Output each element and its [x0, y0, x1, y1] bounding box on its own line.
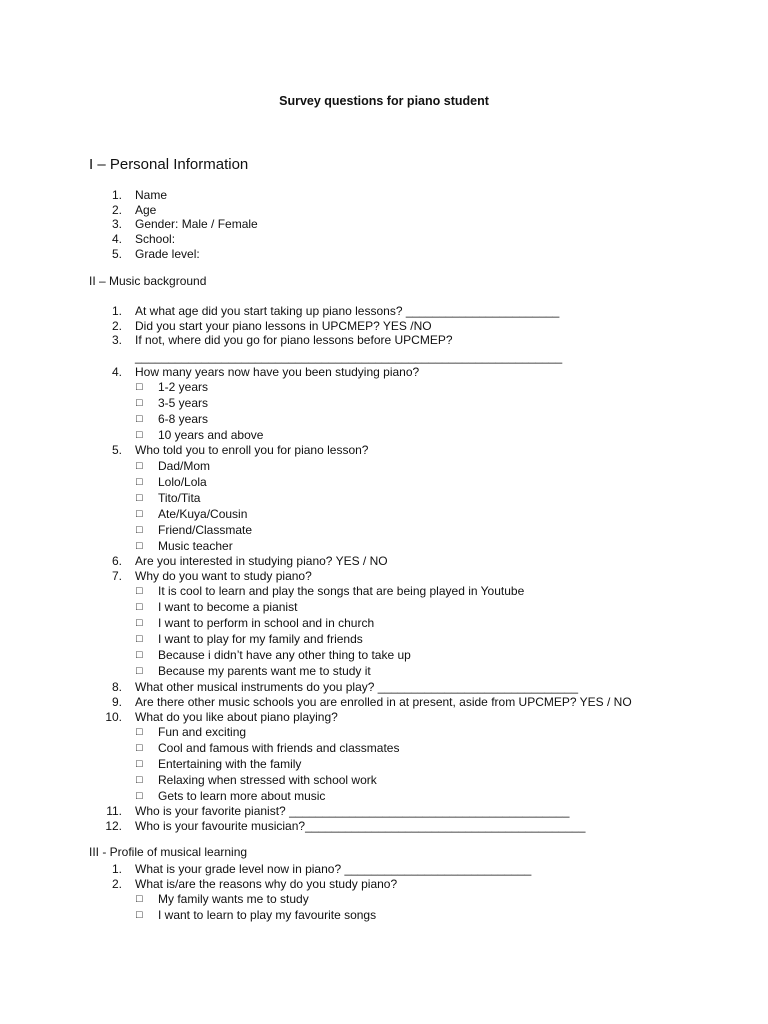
option-text: Tito/Tita	[158, 491, 201, 505]
item-number: 3.	[111, 333, 122, 347]
item-number: 5.	[111, 443, 122, 457]
question-text: Who is your favourite musician?__________________________________________	[135, 819, 586, 833]
item-number: 4.	[111, 365, 122, 379]
item-number: 11.	[106, 804, 122, 818]
question-text: Are there other music schools you are enrolled in at present, aside from UPCMEP? YES / NO	[135, 695, 632, 709]
question-text: Gender: Male / Female	[135, 217, 258, 231]
checkbox-icon: □	[136, 790, 143, 802]
checkbox-icon: □	[136, 758, 143, 770]
question-text: Grade level:	[135, 247, 200, 261]
option-text: It is cool to learn and play the songs that are being played in Youtube	[158, 584, 525, 598]
checkbox-icon: □	[136, 726, 143, 738]
question-text: What other musical instruments do you play? ______________________________	[135, 680, 578, 694]
question-text: Who is your favorite pianist? __________________________________________	[135, 804, 570, 818]
checkbox-icon: □	[136, 909, 143, 921]
item-number: 1.	[111, 862, 122, 876]
checkbox-icon: □	[136, 429, 143, 441]
option-text: I want to learn to play my favourite songs	[158, 908, 377, 922]
option-text: Because my parents want me to study it	[158, 664, 371, 678]
item-number: 12.	[105, 819, 122, 833]
checkbox-icon: □	[136, 893, 143, 905]
checkbox-icon: □	[136, 540, 143, 552]
question-text: If not, where did you go for piano lessons before UPCMEP?	[135, 333, 453, 347]
checkbox-icon: □	[136, 585, 143, 597]
option-text: My family wants me to study	[158, 892, 309, 906]
section-heading-profile-of-musical-learning: III - Profile of musical learning	[89, 845, 248, 859]
item-number: 9.	[111, 695, 122, 709]
option-text: Dad/Mom	[158, 459, 211, 473]
option-text: Fun and exciting	[158, 725, 247, 739]
item-number: 7.	[111, 569, 122, 583]
item-number: 3.	[111, 217, 122, 231]
option-text: Music teacher	[158, 539, 233, 553]
question-text: Did you start your piano lessons in UPCMEP? YES /NO	[135, 319, 432, 333]
page-title: Survey questions for piano student	[279, 94, 489, 108]
section-heading-personal-information: I – Personal Information	[89, 156, 249, 173]
item-number: 2.	[111, 203, 122, 217]
checkbox-icon: □	[136, 665, 143, 677]
question-text: What is/are the reasons why do you study piano?	[135, 877, 398, 891]
checkbox-icon: □	[136, 617, 143, 629]
item-number: 5.	[111, 247, 122, 261]
item-number: 1.	[111, 188, 122, 202]
checkbox-icon: □	[136, 774, 143, 786]
checkbox-icon: □	[136, 649, 143, 661]
checkbox-icon: □	[136, 524, 143, 536]
question-text: Are you interested in studying piano? YES / NO	[135, 554, 388, 568]
checkbox-icon: □	[136, 397, 143, 409]
option-text: 10 years and above	[158, 428, 264, 442]
checkbox-icon: □	[136, 633, 143, 645]
question-text: How many years now have you been studying piano?	[135, 365, 420, 379]
checkbox-icon: □	[136, 742, 143, 754]
option-text: Gets to learn more about music	[158, 789, 326, 803]
question-text: What is your grade level now in piano? ____________________________	[135, 862, 532, 876]
checkbox-icon: □	[136, 601, 143, 613]
section-heading-music-background: II – Music background	[89, 274, 207, 288]
option-text: I want to perform in school and in church	[158, 616, 375, 630]
checkbox-icon: □	[136, 413, 143, 425]
option-text: Friend/Classmate	[158, 523, 253, 537]
option-text: Entertaining with the family	[158, 757, 302, 771]
question-text: Who told you to enroll you for piano lesson?	[135, 443, 369, 457]
checkbox-icon: □	[136, 492, 143, 504]
checkbox-icon: □	[136, 381, 143, 393]
question-text: What do you like about piano playing?	[135, 710, 338, 724]
question-text: Age	[135, 203, 157, 217]
question-text: Name	[135, 188, 168, 202]
item-number: 4.	[111, 232, 122, 246]
option-text: Ate/Kuya/Cousin	[158, 507, 248, 521]
item-number: 10.	[105, 710, 122, 724]
checkbox-icon: □	[136, 508, 143, 520]
option-text: Lolo/Lola	[158, 475, 207, 489]
option-text: Because i didn’t have any other thing to take up	[158, 648, 411, 662]
question-text: School:	[135, 232, 176, 246]
option-text: I want to play for my family and friends	[158, 632, 363, 646]
question-text: At what age did you start taking up piano lessons? _______________________	[135, 304, 560, 318]
checkbox-icon: □	[136, 460, 143, 472]
option-text: I want to become a pianist	[158, 600, 298, 614]
item-number: 8.	[111, 680, 122, 694]
option-text: Cool and famous with friends and classmates	[158, 741, 400, 755]
question-text: Why do you want to study piano?	[135, 569, 312, 583]
option-text: 1-2 years	[158, 380, 209, 394]
item-number: 2.	[111, 877, 122, 891]
item-number: 1.	[111, 304, 122, 318]
option-text: 6-8 years	[158, 412, 209, 426]
checkbox-icon: □	[136, 476, 143, 488]
item-number: 2.	[111, 319, 122, 333]
answer-blank: ________________________________________________________________	[135, 350, 563, 364]
option-text: 3-5 years	[158, 396, 209, 410]
item-number: 6.	[111, 554, 122, 568]
option-text: Relaxing when stressed with school work	[158, 773, 377, 787]
